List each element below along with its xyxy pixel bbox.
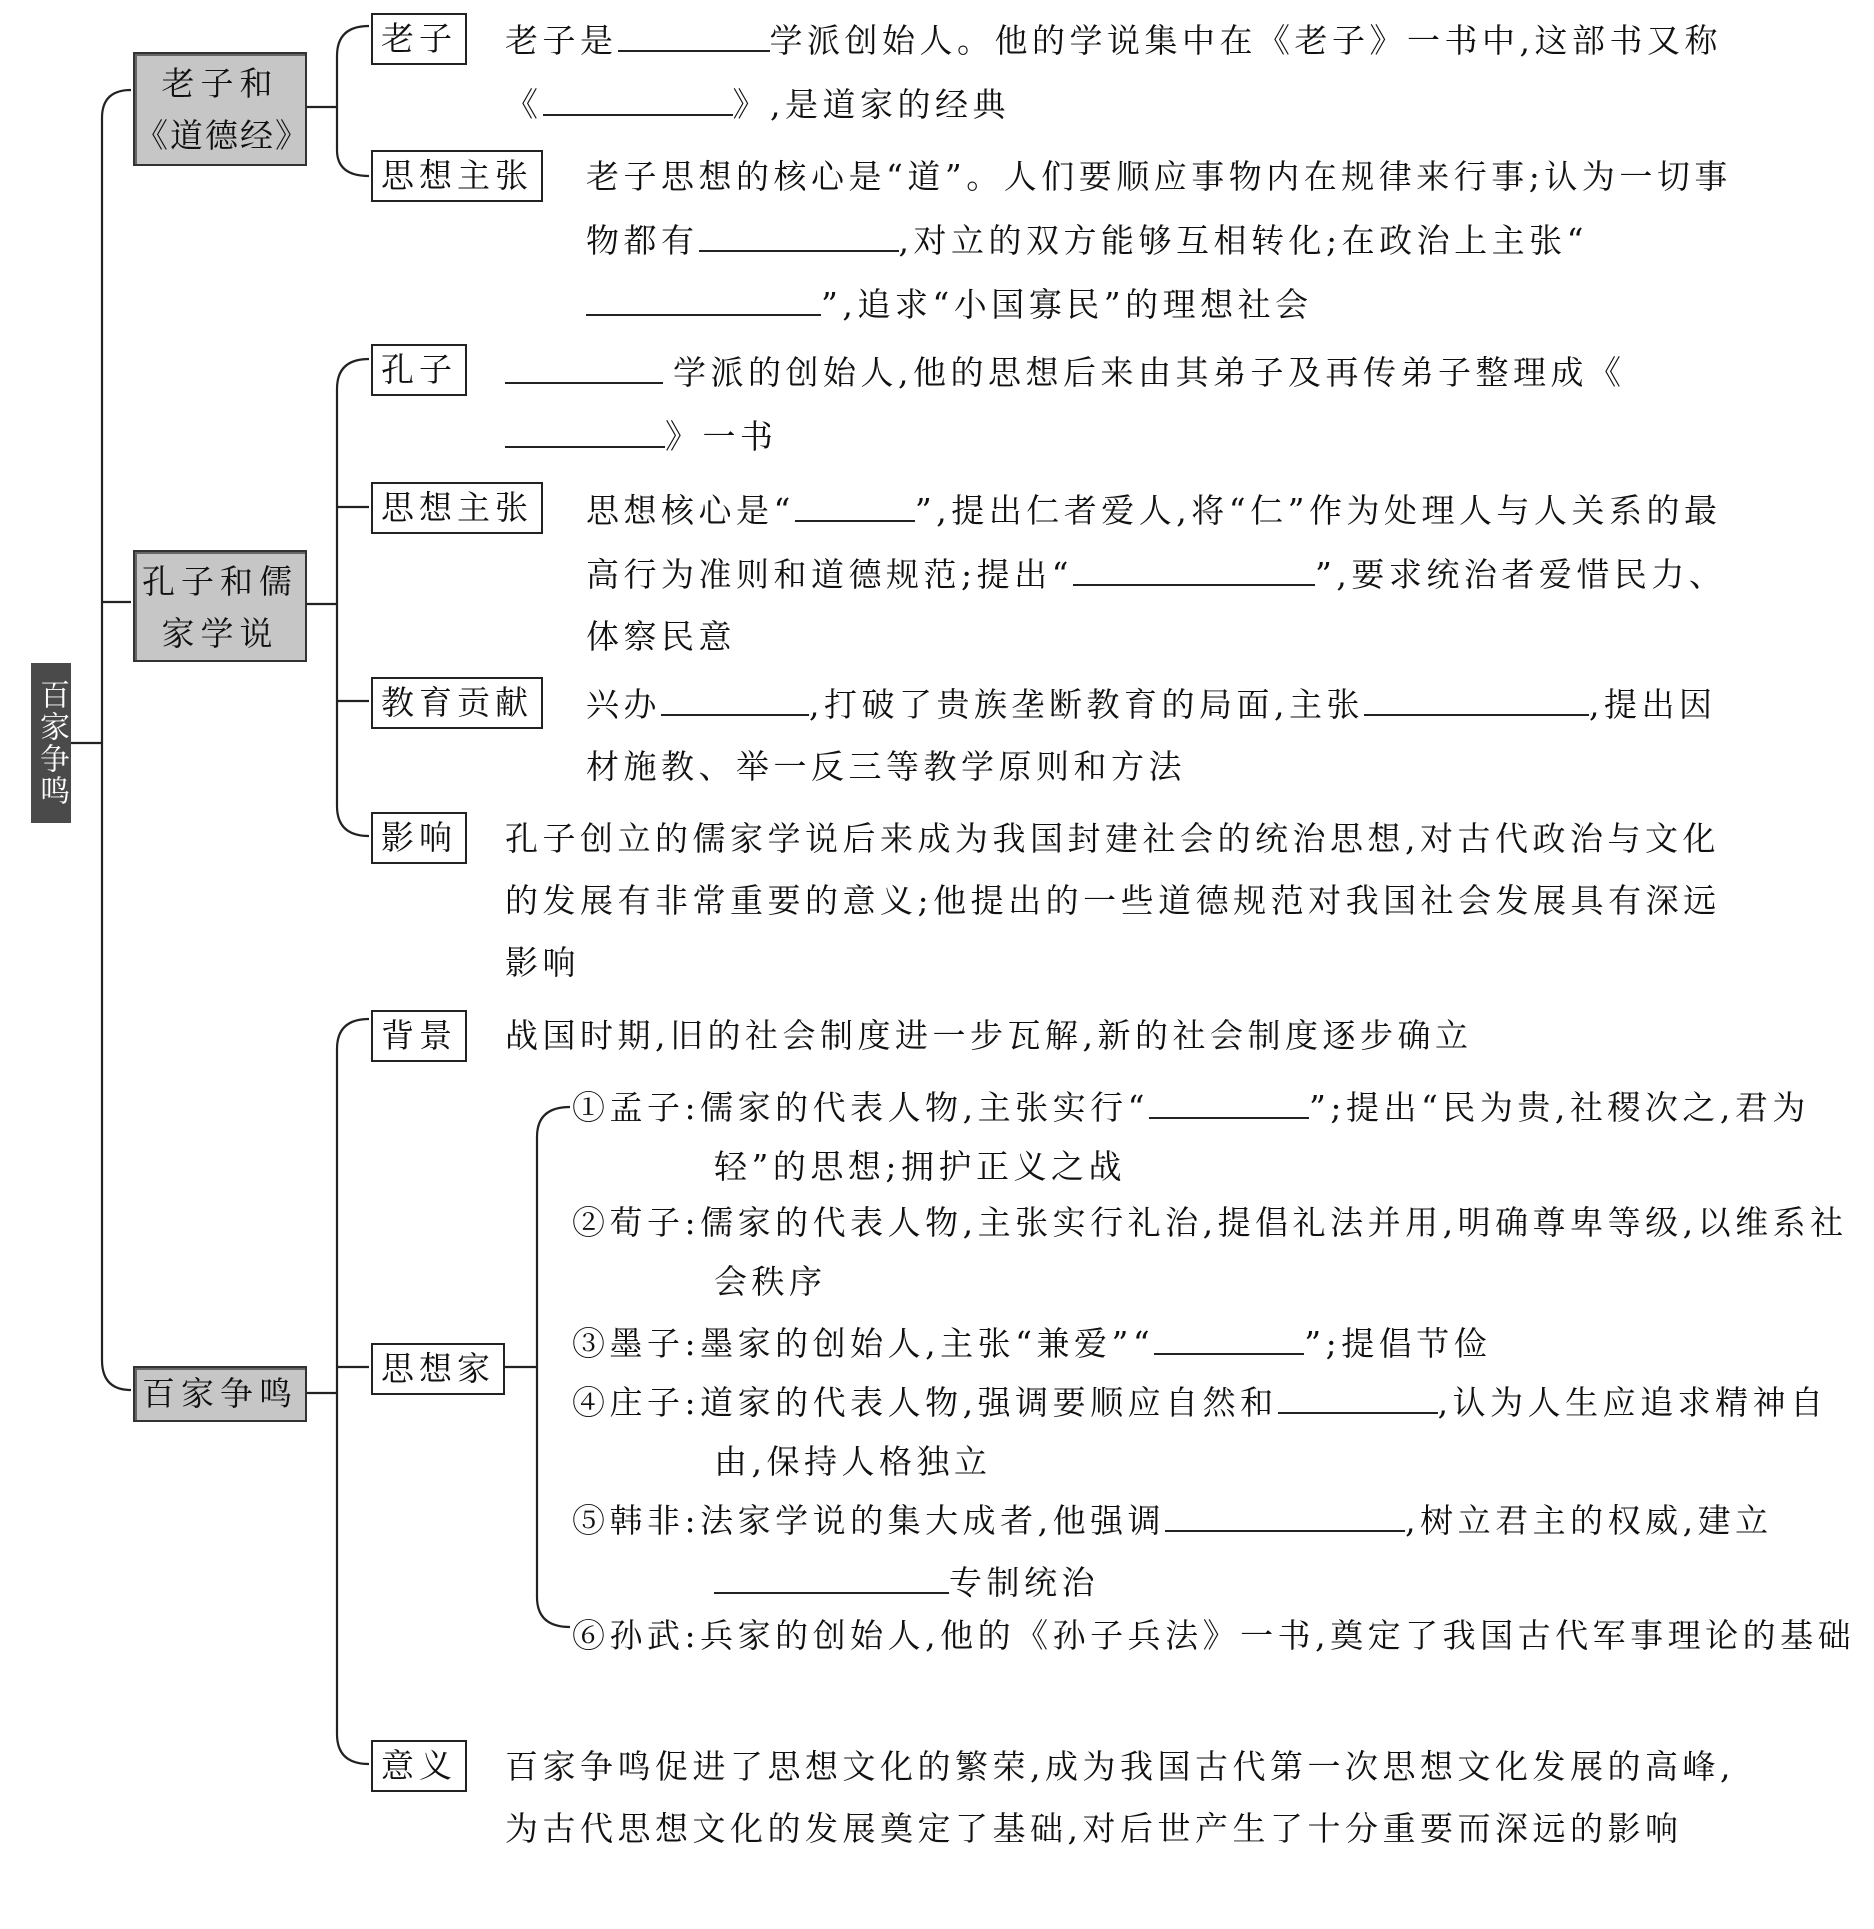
label-influence: 影响 [371, 812, 467, 864]
label-background: 背景 [371, 1010, 467, 1062]
label-laozi: 老子 [371, 13, 467, 65]
fill-blank[interactable] [1278, 1370, 1438, 1414]
branch-title-line: 孔子和儒 [142, 562, 298, 601]
text-background: 战国时期,旧的社会制度进一步瓦解,新的社会制度逐步确立 [505, 1016, 1473, 1055]
fill-blank[interactable] [714, 1550, 949, 1594]
thinker-xunzi: ②荀子:儒家的代表人物,主张实行礼治,提倡礼法并用,明确尊卑等级,以维系社会秩序 [572, 1203, 1848, 1301]
thinker-mencius: ①孟子:儒家的代表人物,主张实行“ ”;提出“民为贵,社稷次之,君为轻”的思想;拥护正义之战 [572, 1075, 1874, 1196]
fill-blank[interactable] [1364, 672, 1589, 716]
fill-blank[interactable] [1154, 1311, 1304, 1355]
label-significance: 意义 [371, 1740, 467, 1792]
fill-blank[interactable] [1165, 1488, 1405, 1532]
text-confucius: 学派的创始人,他的思想后来由其弟子及再传弟子整理成《》一书 [505, 340, 1735, 468]
fill-blank[interactable] [505, 404, 665, 448]
fill-blank[interactable] [505, 340, 663, 384]
text-significance: 百家争鸣促进了思想文化的繁荣,成为我国古代第一次思想文化发展的高峰,为古代思想文化的发展奠定了基础,对后世产生了十分重要而深远的影响 [505, 1747, 1735, 1848]
thinker-sunwu: ⑥孙武:兵家的创始人,他的《孙子兵法》一书,奠定了我国古代军事理论的基础 [572, 1616, 1856, 1655]
label-education: 教育贡献 [371, 677, 543, 729]
thinker-hanfei: ⑤韩非:法家学说的集大成者,他强调 ,树立君主的权威,建立专制统治 [572, 1488, 1874, 1612]
root-node: 百家争鸣 [31, 663, 71, 823]
fill-blank[interactable] [1073, 542, 1315, 586]
fill-blank[interactable] [795, 478, 915, 522]
text-education: 兴办 ,打破了贵族垄断教育的局面,主张 ,提出因材施教、举一反三等教学原则和方法 [586, 672, 1736, 798]
branch-laozi-daodejing [133, 52, 310, 166]
label-confucius: 孔子 [371, 344, 467, 396]
branch-confucius [133, 550, 307, 662]
branch-title-line: 家学说 [161, 614, 279, 653]
thinker-zhuangzi: ④庄子:道家的代表人物,强调要顺应自然和 ,认为人生应追求精神自由,保持人格独立 [572, 1370, 1874, 1491]
thinker-mozi: ③墨子:墨家的创始人,主张“兼爱”“ ”;提倡节俭 [572, 1311, 1874, 1373]
text-confucius-thought: 思想核心是“ ”,提出仁者爱人,将“仁”作为处理人与人关系的最高行为准则和道德规范;提出“ ”,要求统治者爱惜民力、体察民意 [586, 478, 1736, 668]
label-thinkers: 思想家 [371, 1343, 505, 1395]
fill-blank[interactable] [543, 72, 733, 116]
fill-blank[interactable] [699, 208, 899, 252]
label-confucius-thought: 思想主张 [371, 482, 543, 534]
branch-title-line: 《道德经》 [135, 116, 310, 155]
fill-blank[interactable] [586, 272, 821, 316]
fill-blank[interactable] [618, 8, 770, 52]
fill-blank[interactable] [1149, 1075, 1309, 1119]
branch-title-line: 百家争鸣 [142, 1374, 298, 1413]
text-laozi-thought: 老子思想的核心是“道”。人们要顺应事物内在规律来行事;认为一切事物都有 ,对立的双方能够互相转化;在政治上主张“”,追求“小国寡民”的理想社会 [586, 157, 1732, 324]
branch-hundred-schools [133, 1366, 307, 1422]
text-influence: 孔子创立的儒家学说后来成为我国封建社会的统治思想,对古代政治与文化的发展有非常重要的意义;他提出的一些道德规范对我国社会发展具有深远影响 [505, 819, 1721, 982]
fill-blank[interactable] [661, 672, 809, 716]
text-laozi: 老子是 学派创始人。他的学说集中在《老子》一书中,这部书又称《 》,是道家的经典 [505, 8, 1735, 136]
branch-title-line: 老子和 [161, 64, 279, 103]
label-laozi-thought: 思想主张 [371, 150, 543, 202]
